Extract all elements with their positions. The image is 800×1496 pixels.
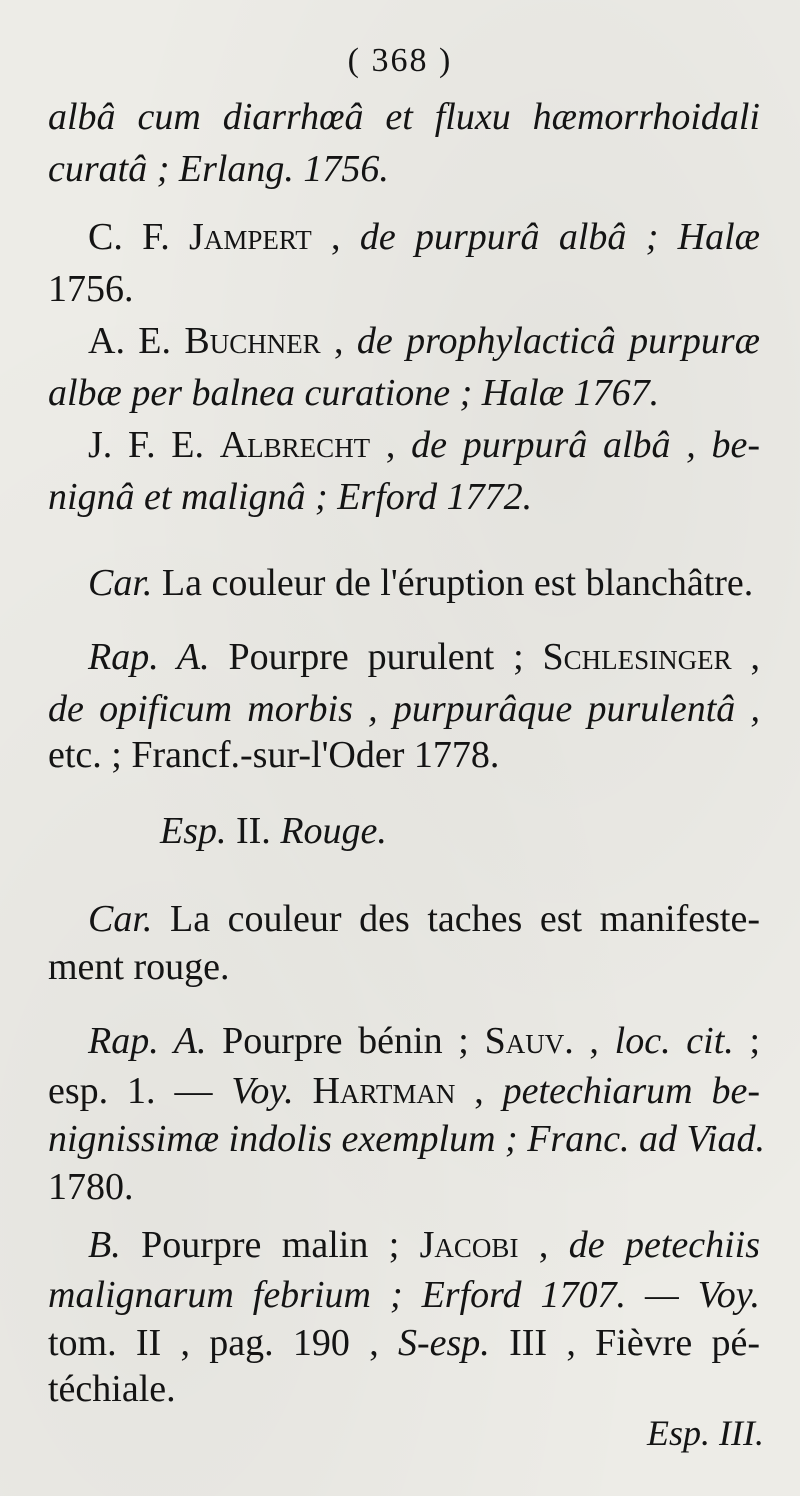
initials: C. F. bbox=[88, 216, 190, 258]
text-run: esp. 1. — bbox=[48, 1070, 232, 1112]
label-sesp: S-esp. bbox=[398, 1322, 490, 1364]
paragraph-text: La couleur de l'éruption est blanchâtre. bbox=[152, 562, 754, 604]
label-car: Car. bbox=[88, 562, 153, 604]
separator: , bbox=[573, 1020, 615, 1062]
text-line: 1756. bbox=[48, 268, 134, 310]
author-name: Albrecht bbox=[219, 424, 371, 466]
rap-a-paragraph bbox=[88, 1018, 760, 1064]
separator: , bbox=[320, 320, 357, 362]
label-voy: Voy. bbox=[231, 1070, 294, 1112]
separator: , bbox=[311, 216, 360, 258]
rap-b-paragraph bbox=[88, 1222, 760, 1268]
text-line: malignarum febrium ; Erford 1707. — Voy. bbox=[48, 1274, 760, 1316]
character-paragraph bbox=[88, 896, 760, 942]
work-title: de prophylacticâ purpuræ bbox=[356, 320, 761, 362]
text-run: III , Fièvre pé- bbox=[489, 1322, 761, 1364]
section-number: II. bbox=[226, 810, 281, 852]
citation-buchner bbox=[88, 318, 760, 364]
label-rap: Rap. A. bbox=[88, 636, 210, 678]
label-car: Car. bbox=[88, 898, 153, 940]
paragraph-text: Pourpre malin ; bbox=[120, 1224, 420, 1266]
text-line: nignâ et malignâ ; Erford 1772. bbox=[48, 476, 533, 518]
text-line: de opificum morbis , purpurâque purulentâ , bbox=[48, 688, 760, 730]
text-line: téchiale. bbox=[48, 1368, 176, 1410]
text-line: etc. ; Francf.-sur-l'Oder 1778. bbox=[48, 734, 500, 776]
work-title: de petechiis bbox=[568, 1224, 761, 1266]
initials: A. E. bbox=[88, 320, 185, 362]
paragraph-text: Pourpre bénin ; bbox=[206, 1020, 485, 1062]
page-number: ( 368 ) bbox=[347, 42, 453, 79]
character-paragraph bbox=[88, 560, 760, 606]
separator: , bbox=[370, 424, 412, 466]
text-line bbox=[48, 1320, 760, 1366]
work-title: de purpurâ albâ , be- bbox=[411, 424, 760, 466]
label-b: B. bbox=[88, 1224, 121, 1266]
author-name: Hartman bbox=[293, 1070, 456, 1112]
work-title: de purpurâ albâ ; Halæ bbox=[359, 216, 760, 258]
separator: , bbox=[731, 636, 760, 678]
text-line bbox=[48, 1068, 760, 1114]
label-esp: Esp. bbox=[160, 810, 227, 852]
rap-a-paragraph bbox=[88, 634, 760, 680]
catchword: Esp. III. bbox=[647, 1413, 764, 1453]
citation-jampert bbox=[88, 214, 760, 260]
author-name: Jacobi bbox=[419, 1224, 519, 1266]
citation-albrecht bbox=[88, 422, 760, 468]
text-line: albæ per balnea curatione ; Halæ 1767. bbox=[48, 372, 660, 414]
author-name: Schlesinger bbox=[542, 636, 732, 678]
paragraph-text: La couleur des taches est manifeste- bbox=[152, 898, 760, 940]
separator: ; bbox=[733, 1020, 761, 1062]
author-name: Buchner bbox=[184, 320, 321, 362]
paragraph-text: Pourpre purulent ; bbox=[209, 636, 543, 678]
label-rap: Rap. A. bbox=[88, 1020, 207, 1062]
text-line: albâ cum diarrhœâ et fluxu hæmorrhoidali bbox=[48, 96, 760, 138]
separator: , bbox=[455, 1070, 503, 1112]
text-line: curatâ ; Erlang. 1756. bbox=[48, 148, 389, 190]
work-title: petechiarum be- bbox=[502, 1070, 761, 1112]
separator: , bbox=[518, 1224, 569, 1266]
author-name: Jampert bbox=[189, 216, 312, 258]
text-run: tom. II , pag. 190 , bbox=[48, 1322, 398, 1364]
reference: loc. cit. bbox=[614, 1020, 734, 1062]
text-line: nignissimæ indolis exemplum ; Franc. ad Viad. bbox=[48, 1118, 766, 1160]
initials: J. F. E. bbox=[88, 424, 220, 466]
text-line: ment rouge. bbox=[48, 946, 230, 988]
section-title: Rouge. bbox=[280, 810, 387, 852]
author-name: Sauv. bbox=[484, 1020, 574, 1062]
section-heading bbox=[160, 808, 387, 854]
text-line: 1780. bbox=[48, 1166, 134, 1208]
